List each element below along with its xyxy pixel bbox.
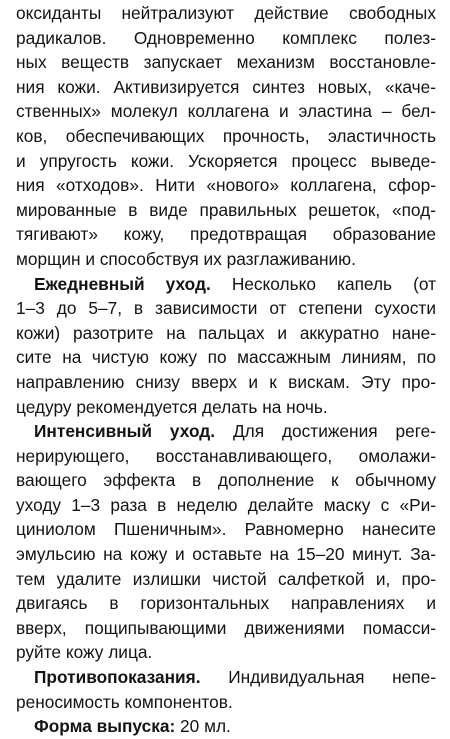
section-heading: Интенсивный уход.: [34, 421, 216, 442]
release-form-value: 20 мл.: [180, 716, 231, 737]
text-line: 1–3 до 5–7, в зависимости от степени сухости: [16, 298, 436, 319]
text-line: ков, обеспечивающих прочность, эластичность: [16, 125, 436, 146]
text-run: Несколько капель (от: [231, 273, 436, 294]
text-line: вающего эффекта в дополнение к обычному: [16, 470, 436, 491]
text-line: мированные в виде правильных решеток, «под-: [16, 199, 436, 220]
text-line: ния кожи. Активизируется синтез новых, «каче-: [16, 76, 436, 97]
text-line: тягивают» кожу, предотвращая образование: [16, 224, 436, 245]
text-line: сите на чистую кожу по массажным линиям, по: [16, 347, 436, 368]
paragraph-intro: [16, 1, 436, 272]
text-line: направлению снизу вверх и к вискам. Эту про-: [16, 371, 436, 392]
text-line: морщин и способствуя их разглаживанию.: [16, 248, 356, 269]
text-line: руйте кожу лица.: [16, 642, 153, 663]
text-line: реносимость компонентов.: [16, 691, 233, 712]
text-line: тем удалите излишки чистой салфеткой и, про-: [16, 568, 436, 589]
text-line: цедуру рекомендуется делать на ночь.: [16, 396, 328, 417]
text-line: и упругость кожи. Ускоряется процесс выведе-: [16, 150, 436, 171]
text-line: ных веществ запускает механизм восстановле-: [16, 52, 436, 73]
text-line: двигаясь в горизонтальных направлениях и: [16, 593, 436, 614]
paragraph-first-line: [16, 272, 436, 297]
paragraph-first-line: [16, 665, 436, 690]
section-heading: Противопоказания.: [34, 667, 201, 688]
text-line: радикалов. Одновременно комплекс полез-: [16, 27, 436, 48]
text-line: циниолом Пшеничным». Равномерно нанесите: [16, 519, 436, 540]
text-line: оксиданты нейтрализуют действие свободных: [16, 3, 436, 23]
text-line: уходу 1–3 раза в неделю делайте маску с «Ри-: [16, 494, 436, 515]
text-line: ственных» молекул коллагена и эластина – бел-: [16, 101, 436, 122]
section-heading: Форма выпуска:: [34, 716, 176, 737]
document-page: [16, 1, 436, 739]
text-run: Для достижения реге-: [232, 421, 436, 442]
text-line: ния «отходов». Нити «нового» коллагена, сфор-: [16, 175, 436, 196]
text-line: эмульсию на кожу и оставьте на 15–20 минут. За-: [16, 544, 436, 565]
paragraph-contraindications: [16, 665, 436, 714]
paragraph-first-line: [16, 714, 436, 739]
text-run: Индивидуальная непе-: [228, 667, 436, 688]
paragraph-intensive-care: [16, 419, 436, 665]
paragraph-first-line: [16, 419, 436, 444]
text-line: нерирующего, восстанавливающего, омолажи-: [16, 445, 436, 466]
section-heading: Ежедневный уход.: [34, 273, 211, 294]
paragraph-form: [16, 714, 436, 739]
paragraph-daily-care: [16, 272, 436, 420]
text-line: вверх, пощипывающими движениями помасси-: [16, 617, 436, 638]
text-line: кожи) разотрите на пальцах и аккуратно нане-: [16, 322, 436, 343]
